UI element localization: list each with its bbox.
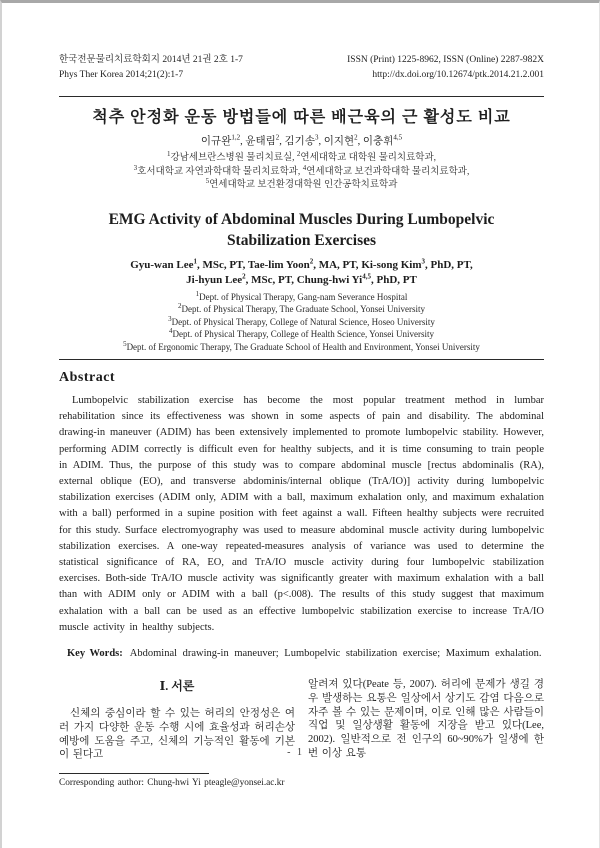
affiliation-sup: 2 xyxy=(296,149,301,158)
author-korean: 윤태림$^2$, xyxy=(245,133,285,147)
affiliation-sup: 3 xyxy=(168,314,172,323)
affiliation-sup: 2 xyxy=(177,302,182,310)
affiliation-sup: 4 xyxy=(302,163,307,172)
keywords-text: Abdominal drawing-in maneuver; Lumbopelvic stabilization exercise; Maximum exhalation. xyxy=(129,648,542,660)
author-english-line1 xyxy=(59,258,544,273)
body-columns xyxy=(59,678,544,789)
affiliation-line: $^1$강남세브란스병원 물리치료실, $^2$연세대학교 대학원 물리치료학과, xyxy=(166,149,437,163)
affiliation-sup: 5 xyxy=(123,339,127,348)
affiliation-line: $^3$Dept. of Physical Therapy, College of Natural Science, Hoseo University xyxy=(168,314,435,327)
header-divider xyxy=(59,96,544,97)
affiliation-line: $^1$Dept. of Physical Therapy, Gang-nam Severance Hospital xyxy=(195,289,408,302)
author-affiliation-sup: 1,2 xyxy=(231,133,241,142)
abstract-divider xyxy=(59,359,544,360)
author-list-korean xyxy=(59,134,544,150)
journal-citation: Phys Ther Korea 2014;21(2):1-7 xyxy=(59,70,184,80)
author-english-line2 xyxy=(59,273,544,288)
journal-header-right xyxy=(347,53,544,83)
affiliation-line: $^5$Dept. of Ergonomic Therapy, The Graduate School of Health and Environment, Yonsei University xyxy=(123,339,480,352)
author-english: Chung-hwi Yi$^{4,5}$, PhD, PT xyxy=(296,271,417,286)
affiliation-sup: 1 xyxy=(195,289,200,298)
footnote-divider xyxy=(59,773,209,774)
journal-header-left xyxy=(59,53,243,83)
keywords-label: Key Words: xyxy=(67,648,123,660)
title-english-line2: Stabilization Exercises xyxy=(226,231,377,249)
page-number: - 1 - xyxy=(287,747,314,758)
affiliation-line: $^5$연세대학교 보건환경대학원 인간공학치료학과 xyxy=(205,176,398,190)
author-affiliation-sup: 4,5 xyxy=(393,133,403,142)
affiliation-sup: 5 xyxy=(205,176,210,185)
affiliation-sup: 3 xyxy=(133,163,138,172)
author-affiliation-sup: 3 xyxy=(314,133,319,142)
author-korean: 이규완$^{1,2}$, xyxy=(200,133,246,147)
doi-link: http://dx.doi.org/10.12674/ptk.2014.21.2.001 xyxy=(372,70,544,80)
intro-paragraph-right: 알려져 있다(Peate 등, 2007). 허리에 문제가 생길 경우 발생하는 요통은 일상에서 상기도 감염 다음으로 자주 볼 수 있는 문제이며, 이로 인해 많은 사람들이 직업 및 일상생활 활동에 지장을 받고 있다(Lee, 2002). 일반적으로 전 인구의 60~90%가 일생에 한 번 이상 요통 xyxy=(308,679,544,760)
affiliation-sup: 4 xyxy=(169,327,173,335)
affiliation-line: $^2$Dept. of Physical Therapy, The Graduate School, Yonsei University xyxy=(177,302,426,314)
article-title-english xyxy=(59,209,544,251)
journal-name-korean: 한국전문물리치료학회지 2014년 21권 2호 1-7 xyxy=(59,55,243,65)
intro-paragraph-left: 신체의 중심이라 할 수 있는 허리의 안정성은 여러 가지 다양한 운동 수행 시에 효율성과 허리손상 예방에 도움을 주고, 신체의 기능적인 활동에 기본이 된다고 xyxy=(59,708,295,761)
article-title-korean: 척추 안정화 운동 방법들에 따른 배근육의 근 활성도 비교 xyxy=(92,109,511,126)
corresponding-author: Corresponding author: Chung-hwi Yi pteagle@yonsei.ac.kr xyxy=(59,778,285,789)
abstract-body: Lumbopelvic stabilization exercise has become the most popular treatment method in lumbar rehabilitation since its effectiveness was shown in some aspects of pain and disability. The abdominal drawing-in maneuver (ADIM) has been extensively implemented to promote lumbopelvic stability. However, performing ADIM correctly is difficult even for healthy subjects, and it is time consuming to train people in ADIM. Thus, the purpose of this study was to compare abdominal muscle [rectus abdominalis (RA), external oblique (EO), and transverse abdominis/internal oblique (TrA/IO)] activity during lumbopelvic stabilization exercises (ADIM only, ADIM with a ball, maximum exhalation only, and maximum exhalation with a ball) performed in a supine position with feet against a wall. Fifteen healthy subjects were recruited for this study. Surface electromyography was used to measure abdominal muscle activity during lumbopelvic stabilization exercises. A one-way repeated-measures analysis of variance was used to determine the statistical significance of RA, EO, and TrA/IO muscle activity during four lumbopelvic stabilization exercises. Both-side TrA/IO muscle activity was significantly greater with maximum exhalation with a ball than with ADIM only or ADIM with a ball (p<.008). The results of this study suggest that maximum exhalation with a ball can be used as an effective lumbopelvic stabilization exercise to increase TrA/IO muscle activity in healthy subjects. xyxy=(59,395,544,633)
affiliation-sup: 1 xyxy=(166,149,171,158)
journal-header xyxy=(59,53,544,83)
author-english: Tae-lim Yoon$^2$, MA, PT, xyxy=(247,256,362,271)
author-list-english xyxy=(59,258,544,288)
author-affiliation-sup: 4,5 xyxy=(362,271,371,280)
column-left xyxy=(59,678,295,789)
author-affiliation-sup: 2 xyxy=(275,133,280,142)
author-english: Ji-hyun Lee$^2$, MSc, PT, xyxy=(186,271,297,286)
abstract-heading: Abstract xyxy=(59,370,116,385)
author-english: Gyu-wan Lee$^1$, MSc, PT, xyxy=(130,256,248,271)
column-right xyxy=(308,678,544,789)
keywords-block xyxy=(59,646,544,661)
author-korean: 이지현$^2$, xyxy=(323,133,363,147)
author-affiliation-sup: 2 xyxy=(309,256,314,265)
section-heading-introduction: Ⅰ. 서론 xyxy=(159,679,195,694)
affiliation-list-english xyxy=(59,291,544,354)
title-english-line1: EMG Activity of Abdominal Muscles During Lumbopelvic xyxy=(108,210,495,228)
issn-line: ISSN (Print) 1225-8962, ISSN (Online) 2287-982X xyxy=(347,55,544,65)
author-korean: 김기송$^3$, xyxy=(284,133,324,147)
affiliation-line: $^4$Dept. of Physical Therapy, College of Health Science, Yonsei University xyxy=(169,327,434,339)
author-affiliation-sup: 2 xyxy=(354,133,358,142)
affiliation-line: $^3$호서대학교 자연과학대학 물리치료학과, $^4$연세대학교 보건과학대학 물리치료학과, xyxy=(133,163,470,177)
author-affiliation-sup: 2 xyxy=(242,271,246,280)
footnote-block xyxy=(59,773,295,789)
author-affiliation-sup: 3 xyxy=(421,256,426,265)
author-english: Ki-song Kim$^3$, PhD, PT, xyxy=(361,256,473,271)
affiliation-list-korean xyxy=(59,149,544,193)
author-korean: 이충휘$^{4,5}$ xyxy=(362,133,403,147)
author-affiliation-sup: 1 xyxy=(193,256,197,265)
